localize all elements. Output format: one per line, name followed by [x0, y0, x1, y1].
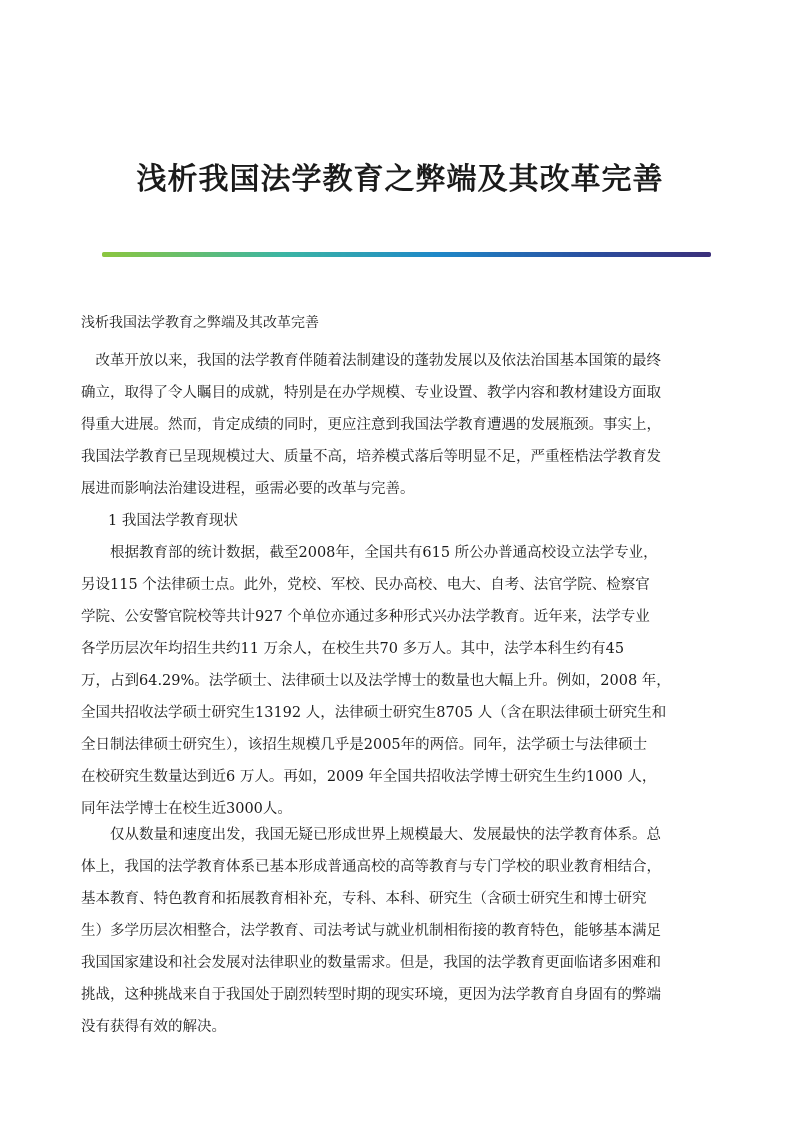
title-divider [102, 252, 711, 257]
paragraph-line: 我国法学教育已呈现规模过大、质量不高，培养模式落后等明显不足，严重桎梏法学教育发 [81, 449, 661, 465]
paragraph-line: 挑战，这种挑战来自于我国处于剧烈转型时期的现实环境，更因为法学教育自身固有的弊端 [81, 987, 661, 1003]
paragraph-statistics [81, 537, 721, 825]
paragraph-line: 万，占到64.29%。法学硕士、法律硕士以及法学博士的数量也大幅上升。例如，2008 年， [81, 673, 671, 689]
paragraph-line: 我国国家建设和社会发展对法律职业的数量需求。但是，我国的法学教育更面临诸多困难和 [81, 955, 661, 971]
paragraph-line: 在校研究生数量达到近6 万人。再如，2009 年全国共招收法学博士研究生生约1000 人， [81, 769, 657, 785]
paragraph-line: 没有获得有效的解决。 [81, 1019, 226, 1035]
paragraph-system [81, 819, 721, 1043]
paragraph-line: 根据教育部的统计数据，截至2008年，全国共有615 所公办普通高校设立法学专业， [81, 545, 658, 561]
paragraph-line: 改革开放以来，我国的法学教育伴随着法制建设的蓬勃发展以及依法治国基本国策的最终 [81, 353, 661, 369]
paragraph-line: 同年法学博士在校生近3000人。 [81, 801, 292, 817]
paragraph-line: 确立，取得了令人瞩目的成就，特别是在办学规模、专业设置、教学内容和教材建设方面取 [81, 385, 661, 401]
section-heading: 1 我国法学教育现状 [108, 513, 238, 529]
paragraph-line: 另设115 个法律硕士点。此外，党校、军校、民办高校、电大、自考、法官学院、检察官 [81, 577, 650, 593]
paragraph-intro [81, 345, 721, 505]
paragraph-line: 展进而影响法治建设进程，亟需必要的改革与完善。 [81, 481, 415, 497]
paragraph-line: 生）多学历层次相整合，法学教育、司法考试与就业机制相衔接的教育特色，能够基本满足 [81, 923, 661, 939]
paragraph-line: 基本教育、特色教育和拓展教育相补充，专科、本科、研究生（含硕士研究生和博士研究 [81, 891, 647, 907]
paragraph-line: 体上，我国的法学教育体系已基本形成普通高校的高等教育与专门学校的职业教育相结合， [81, 859, 661, 875]
paragraph-line: 各学历层次年均招生共约11 万余人，在校生共70 多万人。其中，法学本科生约有45 [81, 641, 625, 657]
paragraph-line: 学院、公安警官院校等共计927 个单位亦通过多种形式兴办法学教育。近年来，法学专业 [81, 609, 650, 625]
document-title: 浅析我国法学教育之弊端及其改革完善 [136, 162, 664, 197]
paragraph-line: 仅从数量和速度出发，我国无疑已形成世界上规模最大、发展最快的法学教育体系。总 [81, 827, 661, 843]
paragraph-line: 全日制法律硕士研究生），该招生规模几乎是2005年的两倍。同年，法学硕士与法律硕士 [81, 737, 648, 753]
paragraph-line: 全国共招收法学硕士研究生13192 人，法律硕士研究生8705 人（含在职法律硕士研究生和 [81, 705, 667, 721]
document-subtitle: 浅析我国法学教育之弊端及其改革完善 [81, 315, 319, 331]
paragraph-line: 得重大进展。然而，肯定成绩的同时，更应注意到我国法学教育遭遇的发展瓶颈。事实上， [81, 417, 661, 433]
